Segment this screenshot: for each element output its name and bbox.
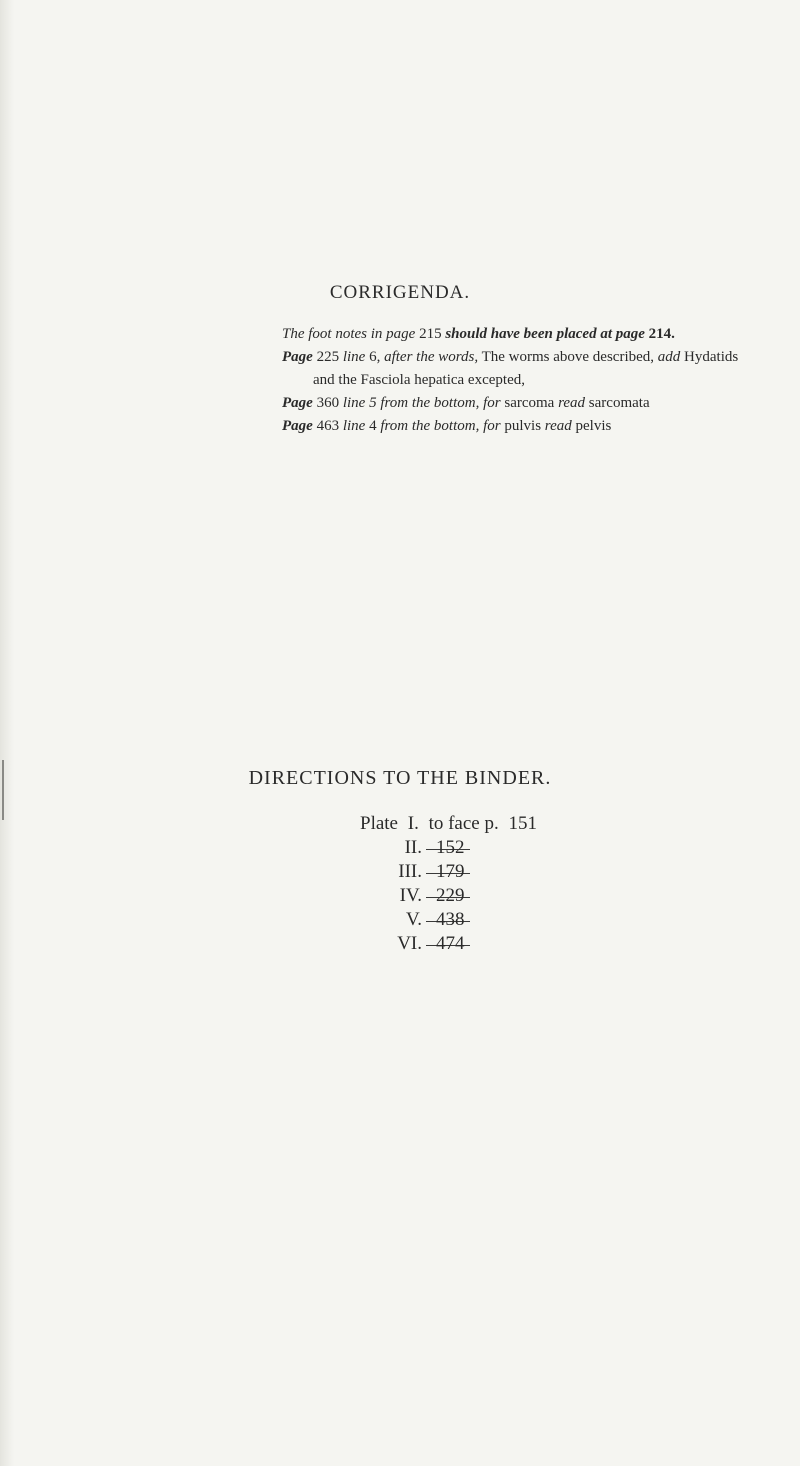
corrigendum-text: read [544, 418, 572, 434]
corrigendum-text: sarcoma [500, 395, 559, 411]
plates-list [360, 813, 800, 957]
corrigendum-text: 214. [648, 326, 675, 342]
corrigendum-text: Page [282, 418, 313, 434]
plate-numeral: IV. [399, 885, 422, 906]
binder-title: DIRECTIONS TO THE BINDER. [248, 767, 552, 789]
plate-numeral: VI. [397, 933, 422, 954]
plate-row-1 [360, 813, 800, 837]
corrigendum-text: from the bottom, for [380, 418, 501, 434]
corrigendum-text: 463 [312, 418, 343, 434]
corrigendum-line [282, 323, 792, 346]
corrigendum-text: 4 [365, 418, 381, 434]
corrigendum-text: 215 [419, 326, 442, 342]
corrigendum-text: add [657, 349, 681, 365]
plate-page: 438 [436, 909, 465, 930]
plate-row-2 [360, 837, 800, 861]
corrigendum-line [282, 369, 792, 392]
plate-row-4 [360, 885, 800, 909]
corrigendum-text: The foot notes in page [282, 326, 420, 342]
page-edge [0, 0, 14, 1466]
plate-numeral: III. [398, 861, 422, 882]
plate-page: 179 [436, 861, 465, 882]
corrigendum-text: line [342, 349, 366, 365]
corrigenda-list [282, 323, 792, 438]
plate-row-5 [360, 909, 800, 933]
plate-face-text: to face p. [428, 813, 499, 834]
corrigendum-text: line [342, 418, 366, 434]
plate-row-3 [360, 861, 800, 885]
corrigendum-text: after the words, [384, 349, 479, 365]
plate-page: 229 [436, 885, 465, 906]
corrigendum-text: should have been placed at page [441, 326, 649, 342]
corrigendum-text: line 5 from the bottom, for [342, 395, 501, 411]
corrigendum-text: 360 [312, 395, 343, 411]
plate-page: 474 [436, 933, 465, 954]
corrigendum-text: The worms above described, [478, 349, 658, 365]
corrigendum-text: Page [282, 349, 313, 365]
corrigendum-text: read [558, 395, 586, 411]
corrigendum-line [282, 392, 792, 415]
plate-numeral: II. [404, 837, 422, 858]
corrigendum-line [282, 415, 792, 438]
corrigendum-text: pelvis [571, 418, 612, 434]
corrigendum-text: Page [282, 395, 313, 411]
corrigendum-line [282, 346, 792, 369]
plate-numeral: V. [405, 909, 422, 930]
plate-page: 152 [436, 837, 465, 858]
corrigendum-text: sarcomata [585, 395, 650, 411]
corrigendum-text: 6, [365, 349, 385, 365]
plate-numeral: I. [407, 813, 419, 834]
plate-label: Plate [360, 813, 398, 834]
plate-page: 151 [508, 813, 537, 834]
corrigendum-text: 225 [312, 349, 343, 365]
corrigenda-title: CORRIGENDA. [329, 282, 471, 303]
corrigendum-text: and the Fasciola hepatica excepted, [313, 372, 525, 388]
plate-row-6 [360, 933, 800, 957]
corrigendum-text: Hydatids [680, 349, 739, 365]
corrigendum-text: pulvis [500, 418, 545, 434]
